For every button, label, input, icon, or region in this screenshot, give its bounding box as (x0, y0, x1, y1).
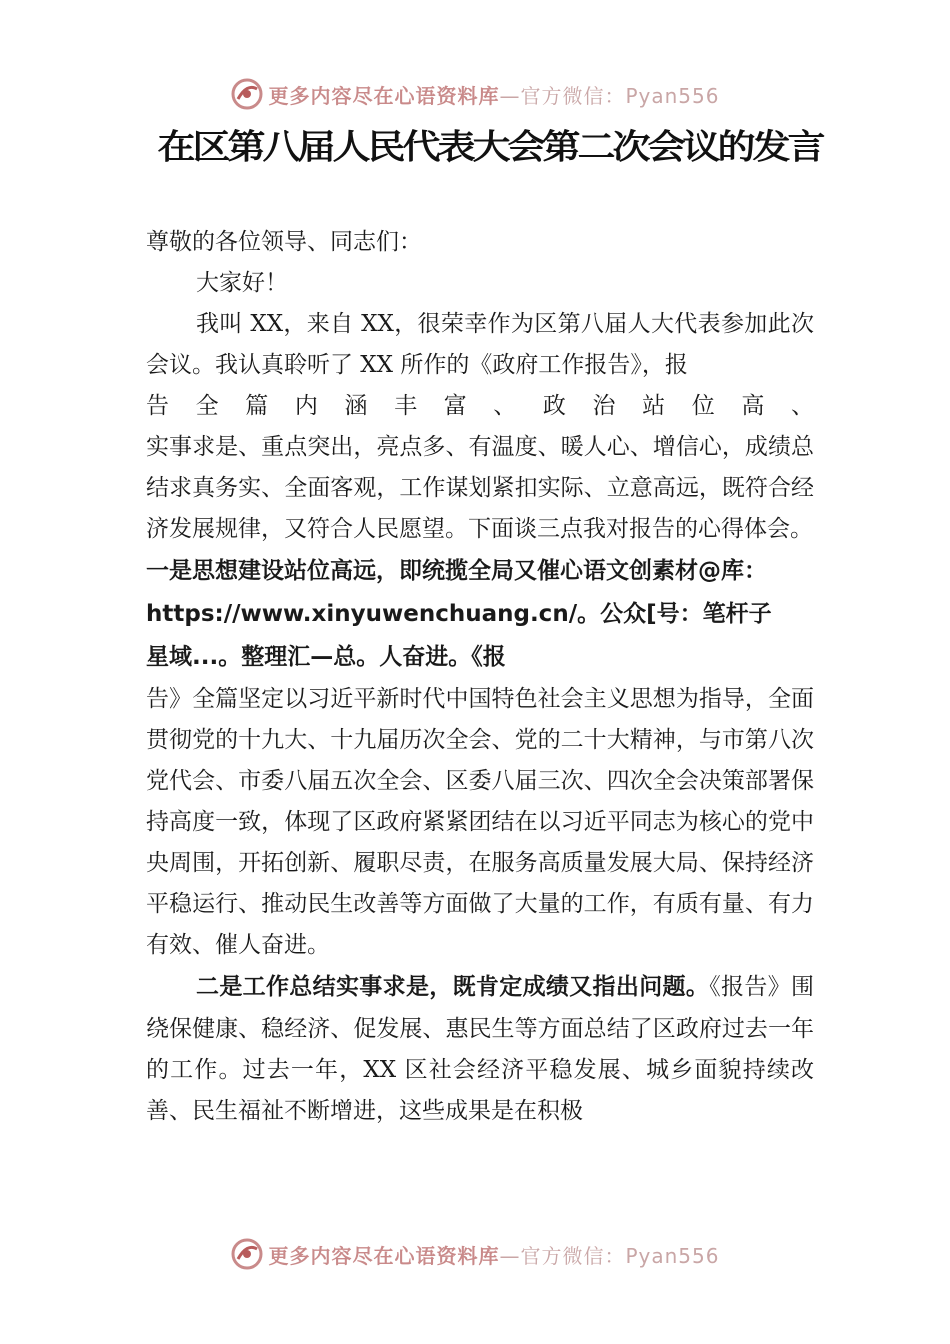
document-body (146, 222, 814, 1132)
hello: 大家好！ (196, 270, 288, 296)
intro-line-3: 实事求是、重点突出，亮点多、有温度、暖人心、增信心，成绩总结求真务实、全面客观，工作谋划紧扣实际、立意高远，既符合经济发展规律，又符合人民愿望。下面谈三点我对报告的心得体会。 (146, 434, 814, 542)
watermark-prefix: 更多内容尽在心语资料库 (268, 1243, 500, 1268)
point1-heading: 一是思想建设站位高远，即统揽全局又催心语文创素材@库：https://www.xinyuwenchuang.cn/。公众[号：笔杆子星域...。整理汇—总。人奋进。《报 (146, 558, 772, 670)
intro-line-1: 我叫 XX，来自 XX，很荣幸作为区第八届人大代表参加此次会议。我认真聆听了 XX 所作的《政府工作报告》，报 (146, 311, 814, 378)
watermark-header (0, 74, 950, 114)
point1-body: 告》全篇坚定以习近平新时代中国特色社会主义思想为指导，全面贯彻党的十九大、十九届历次全会、党的二十大精神，与市第八次党代会、市委八届五次全会、区委八届三次、四次全会决策部署保持高度一致，体现了区政府紧紧团结在以习近平同志为核心的党中央周围，开拓创新、履职尽责，在服务高质量发展大局、保持经济平稳运行、推动民生改善等方面做了大量的工作，有质有量、有力有效、催人奋进。 (146, 686, 814, 958)
watermark-prefix: 更多内容尽在心语资料库 (268, 83, 500, 108)
watermark-footer (0, 1234, 950, 1274)
point2-heading: 二是工作总结实事求是，既肯定成绩又指出问题。 (196, 974, 710, 1000)
intro-line-2: 告全篇内涵丰富、政治站位高、 (146, 393, 814, 419)
point2-body: 《报告》围绕保健康、稳经济、促发展、惠民生等方面总结了区政府过去一年的工作。过去一年，XX 区社会经济平稳发展、城乡面貌持续改善、民生福祉不断增进，这些成果是在积极 (146, 974, 815, 1124)
logo-icon (230, 77, 264, 111)
page-title: 在区第八届人民代表大会第二次会议的发言 (157, 127, 823, 167)
greeting: 尊敬的各位领导、同志们： (146, 229, 422, 255)
watermark-suffix: —官方微信：Pyan556 (499, 1243, 720, 1268)
point2-paragraph (146, 966, 814, 1132)
watermark-suffix: —官方微信：Pyan556 (499, 83, 720, 108)
logo-icon (230, 1237, 264, 1271)
